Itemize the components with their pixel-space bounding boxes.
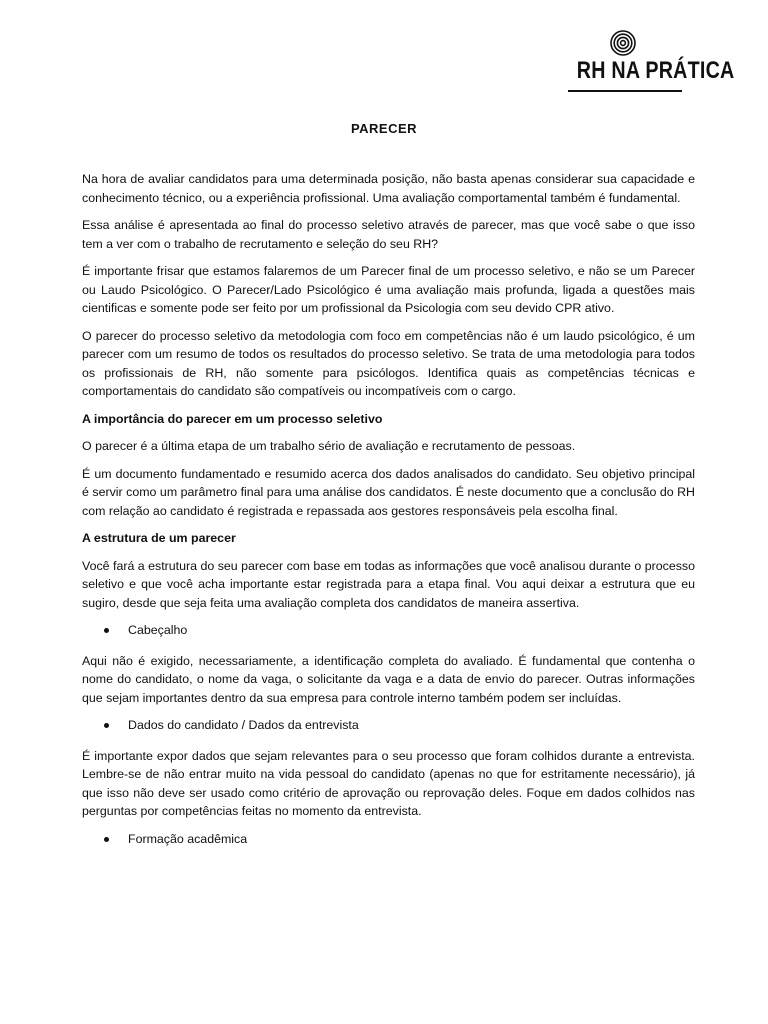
paragraph: É importante frisar que estamos falaremos de um Parecer final de um processo seletivo, e não se um Parecer ou Laudo Psicológico. O Parecer/Lado Psicológico é uma avaliação mais profunda, ligada a questões mais cientificas e somente pode ser feito por um profissional da Psicologia com seu devido CPR ativo. (82, 264, 695, 315)
paragraph: O parecer do processo seletivo da metodologia com foco em competências não é um laudo psicológico, é um parecer com um resumo de todos os resultados do processo seletivo. Se trata de uma metodologia para todos os profissionais de RH, não somente para psicólogos. Identifica quais as competências técnicas e comportamentais do candidato são compatíveis ou incompatíveis com o cargo. (82, 328, 695, 398)
paragraph: Aqui não é exigido, necessariamente, a identificação completa do avaliado. É fundamental que contenha o nome do candidato, o nome da vaga, o solicitante da vaga e a data de envio do parecer. Outras informações que sejam importantes dentro da sua empresa para controle interno também podem ser incluídas. (82, 653, 695, 705)
brand-logo-underline (568, 90, 682, 92)
concentric-circles-icon (610, 30, 636, 56)
bullet-icon (104, 723, 109, 728)
bullet-item (82, 621, 695, 640)
section-heading: A estrutura de um parecer (82, 531, 236, 545)
bullet-label: Dados do candidato / Dados da entrevista (128, 718, 359, 732)
bullet-item (82, 830, 695, 849)
section-heading: A importância do parecer em um processo seletivo (82, 411, 383, 426)
document-body (82, 170, 695, 860)
paragraph: Na hora de avaliar candidatos para uma determinada posição, não basta apenas considerar sua capacidade e conhecimento técnico, ou a experiência profissional. Uma avaliação comportamental também é fundamental. (82, 172, 695, 205)
bullet-label: Formação acadêmica (128, 831, 248, 846)
bullet-icon (104, 837, 109, 842)
paragraph: Essa análise é apresentada ao final do processo seletivo através de parecer, mas que você sabe o que isso tem a ver com o trabalho de recrutamento e seleção do seu RH? (82, 218, 695, 251)
bullet-icon (104, 628, 109, 633)
bullet-item (82, 716, 695, 735)
brand-logo-text: RH NA PRÁTICA (576, 57, 735, 84)
paragraph: É importante expor dados que sejam relevantes para o seu processo que foram colhidos durante a entrevista. Lembre-se de não entrar muito na vida pessoal do candidato (apenas no que for estritamente necessário), já que isso não deve ser usado como critério de aprovação ou reprovação deles. Foque em dados colhidos nas perguntas por competências feitas no momento da entrevista. (82, 748, 695, 818)
paragraph: O parecer é a última etapa de um trabalho sério de avaliação e recrutamento de pessoas. (82, 439, 576, 453)
bullet-label: Cabeçalho (128, 623, 188, 637)
paragraph: Você fará a estrutura do seu parecer com base em todas as informações que você analisou durante o processo seletivo e que você acha importante estar registrada para a etapa final. Vou aqui deixar a estrutura que eu sugiro, desde que seja feita uma avaliação completa dos candidatos de maneira assertiva. (82, 558, 696, 610)
brand-logo (566, 30, 735, 94)
document-title: PARECER (350, 121, 418, 136)
paragraph: É um documento fundamentado e resumido acerca dos dados analisados do candidato. Seu objetivo principal é servir como um parâmetro final para uma análise dos candidatos. É neste documento que a conclusão do RH com relação ao candidato é registrada e repassada aos gestores responsáveis pela escolha final. (82, 466, 695, 518)
